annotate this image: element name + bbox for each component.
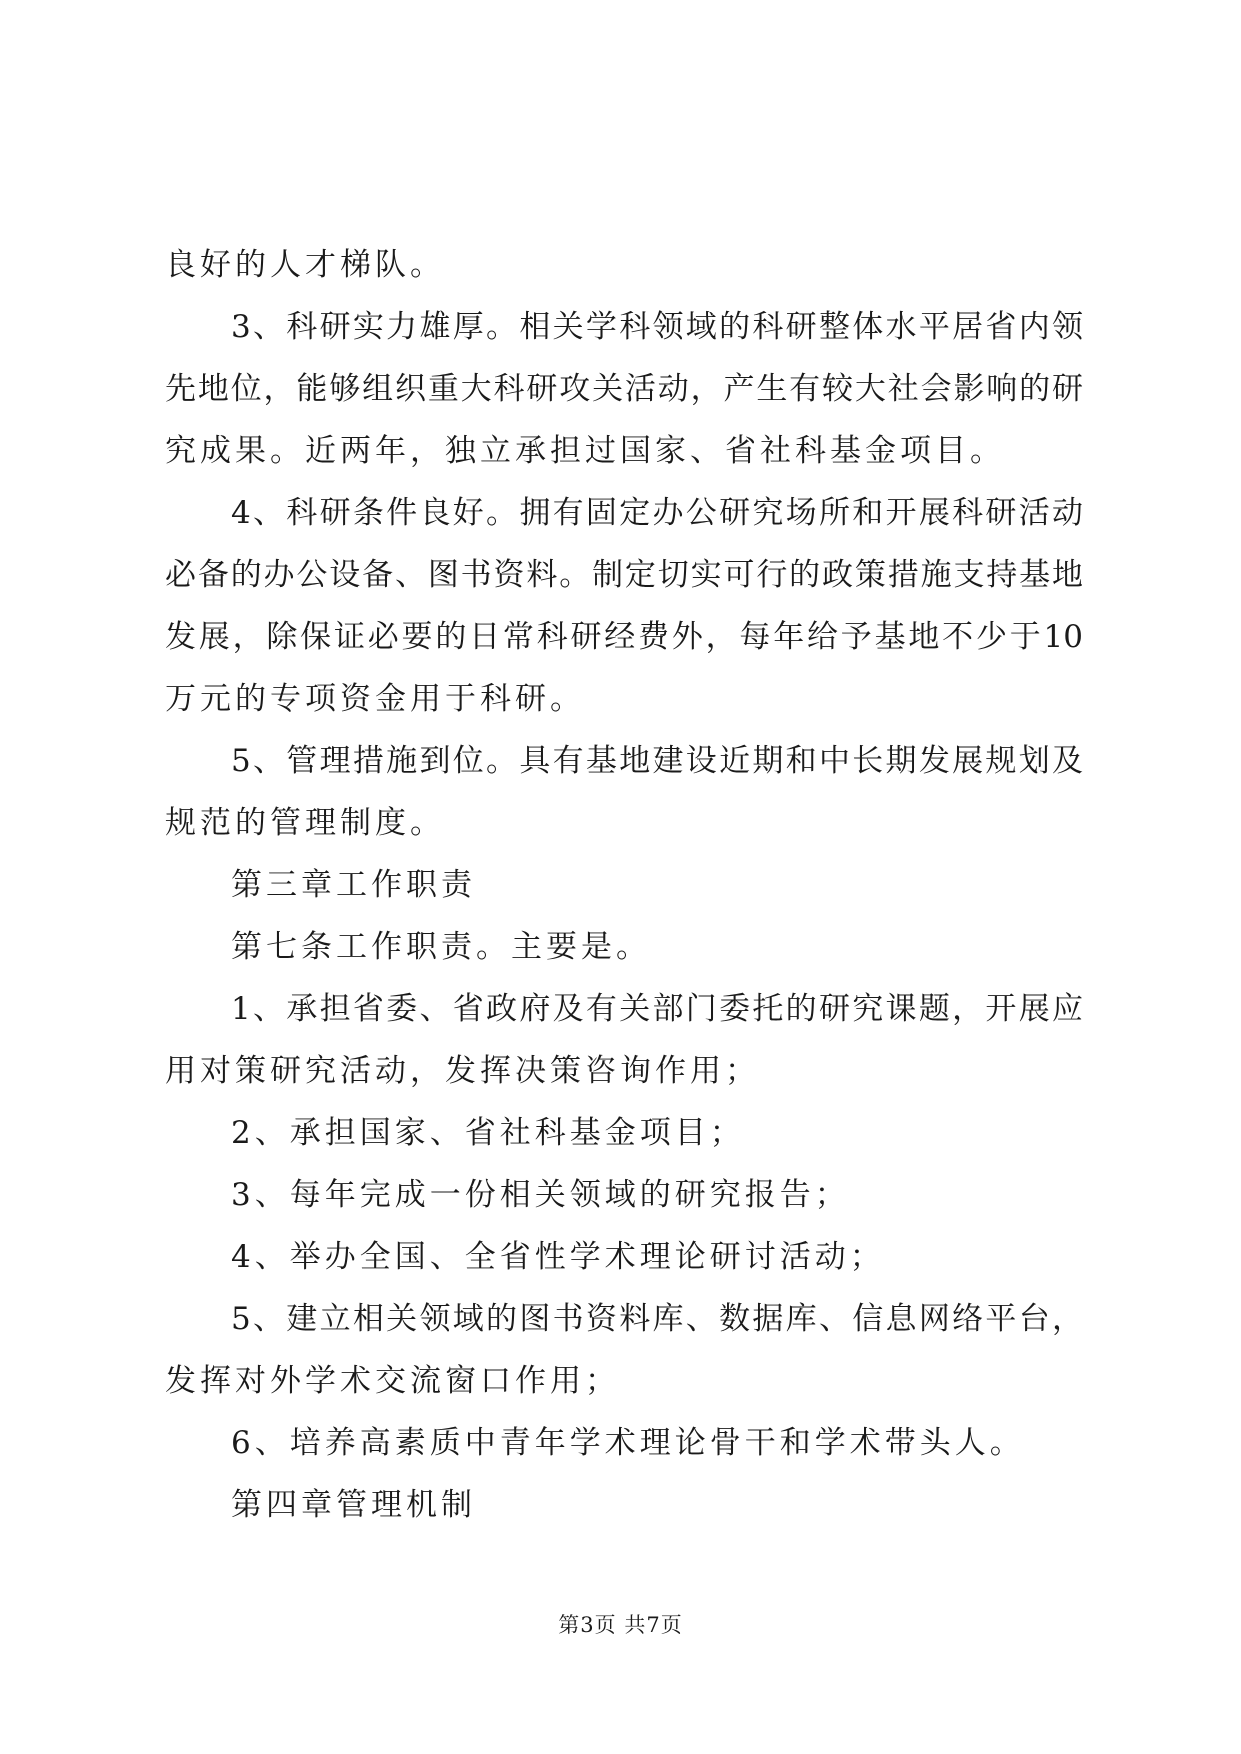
text-line: 用对策研究活动，发挥决策咨询作用； bbox=[165, 1053, 760, 1089]
text-line: 良好的人才梯队。 bbox=[165, 247, 445, 283]
text-line: 6、培养高素质中青年学术理论骨干和学术带头人。 bbox=[231, 1425, 1025, 1461]
text-line: 4、举办全国、全省性学术理论研讨活动； bbox=[231, 1239, 885, 1275]
chapter-heading: 第三章工作职责 bbox=[231, 867, 476, 903]
text-line: 5、建立相关领域的图书资料库、数据库、信息网络平台， bbox=[231, 1301, 1083, 1337]
document-body bbox=[165, 234, 1083, 1536]
text-line: 究成果。近两年，独立承担过国家、省社科基金项目。 bbox=[165, 433, 1005, 469]
text-line: 规范的管理制度。 bbox=[165, 805, 445, 841]
article-heading: 第七条工作职责。主要是。 bbox=[231, 929, 651, 965]
text-line: 5、管理措施到位。具有基地建设近期和中长期发展规划及 bbox=[231, 743, 1083, 779]
chapter-heading: 第四章管理机制 bbox=[231, 1487, 476, 1523]
text-line: 必备的办公设备、图书资料。制定切实可行的政策措施支持基地 bbox=[165, 557, 1083, 593]
text-line: 4、科研条件良好。拥有固定办公研究场所和开展科研活动 bbox=[231, 495, 1083, 531]
text-line: 发挥对外学术交流窗口作用； bbox=[165, 1363, 620, 1399]
text-line: 万元的专项资金用于科研。 bbox=[165, 681, 585, 717]
page-number-footer: 第3页 共7页 bbox=[558, 1613, 683, 1637]
text-line: 发展，除保证必要的日常科研经费外，每年给予基地不少于10 bbox=[165, 619, 1083, 655]
text-line: 2、承担国家、省社科基金项目； bbox=[231, 1115, 745, 1151]
text-line: 1、承担省委、省政府及有关部门委托的研究课题，开展应 bbox=[231, 991, 1083, 1027]
text-line: 3、每年完成一份相关领域的研究报告； bbox=[231, 1177, 850, 1213]
text-line: 先地位，能够组织重大科研攻关活动，产生有较大社会影响的研 bbox=[165, 371, 1083, 407]
text-line: 3、科研实力雄厚。相关学科领域的科研整体水平居省内领 bbox=[231, 309, 1083, 345]
